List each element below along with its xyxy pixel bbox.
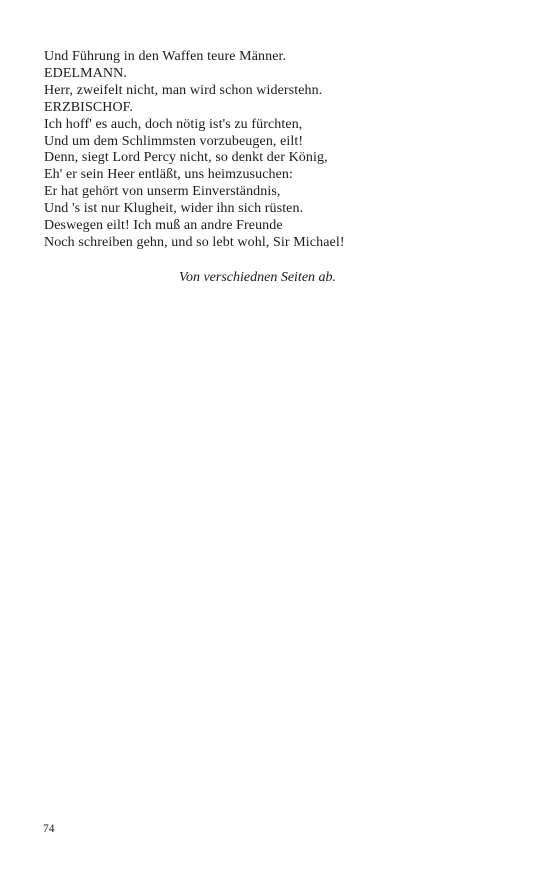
verse-line: Eh' er sein Heer entläßt, uns heimzusuchen: <box>44 167 294 183</box>
verse-line: Und 's ist nur Klugheit, wider ihn sich rüsten. <box>44 201 304 217</box>
verse-line: Und Führung in den Waffen teure Männer. <box>44 49 287 64</box>
speaker-name: ERZBISCHOF. <box>44 99 134 115</box>
verse-line: Er hat gehört von unserm Einverständnis, <box>44 184 281 200</box>
verse-line: Ich hoff' es auch, doch nötig ist's zu fürchten, <box>44 116 303 132</box>
verse-block <box>44 49 514 252</box>
verse-line: Und um dem Schlimmsten vorzubeugen, eilt! <box>44 133 304 149</box>
verse-line: Noch schreiben gehn, und so lebt wohl, Sir Michael! <box>44 234 345 250</box>
verse-line: Deswegen eilt! Ich muß an andre Freunde <box>44 218 283 234</box>
verse-line: Denn, siegt Lord Percy nicht, so denkt der König, <box>44 150 328 166</box>
speaker-name: EDELMANN. <box>44 65 127 81</box>
verse-line: Herr, zweifelt nicht, man wird schon widerstehn. <box>44 82 323 98</box>
page-number: 74 <box>43 823 55 835</box>
stage-direction: Von verschiednen Seiten ab. <box>178 270 337 285</box>
